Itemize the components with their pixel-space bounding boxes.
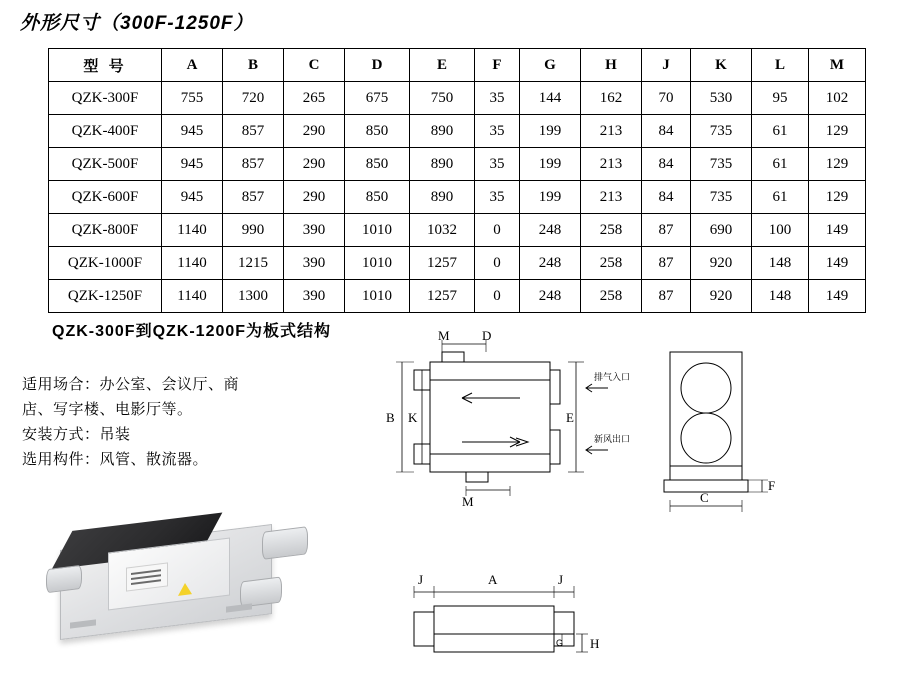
- cell-model: QZK-500F: [49, 148, 162, 181]
- cell-h: 258: [581, 214, 642, 247]
- dim-label-c: C: [700, 490, 709, 505]
- cell-model: QZK-1250F: [49, 280, 162, 313]
- spec-line-application-cont: 店、写字楼、电影厅等。: [22, 401, 193, 418]
- cell-g: 248: [520, 214, 581, 247]
- cell-g: 199: [520, 148, 581, 181]
- cell-k: 690: [691, 214, 752, 247]
- cell-c: 390: [284, 214, 345, 247]
- page-title: 外形尺寸（300F-1250F）: [20, 13, 254, 34]
- cell-j: 84: [642, 148, 691, 181]
- cell-k: 920: [691, 280, 752, 313]
- table-row: [49, 247, 866, 280]
- cell-b: 857: [223, 148, 284, 181]
- cell-h: 213: [581, 115, 642, 148]
- cell-a: 945: [162, 115, 223, 148]
- cell-a: 1140: [162, 247, 223, 280]
- cell-f: 35: [475, 181, 520, 214]
- dim-label-h: H: [590, 636, 600, 651]
- cell-m: 149: [809, 280, 866, 313]
- photo-duct-left: [46, 565, 82, 593]
- column-header-j: J: [642, 49, 691, 82]
- cell-h: 258: [581, 247, 642, 280]
- cell-c: 290: [284, 181, 345, 214]
- drawing-top-view: [370, 330, 640, 520]
- cell-model: QZK-800F: [49, 214, 162, 247]
- cell-a: 1140: [162, 280, 223, 313]
- cell-k: 530: [691, 82, 752, 115]
- dim-label-f: F: [768, 478, 776, 493]
- cell-l: 61: [752, 115, 809, 148]
- cell-f: 0: [475, 280, 520, 313]
- cell-l: 95: [752, 82, 809, 115]
- product-photo: [30, 505, 340, 665]
- cell-d: 1010: [345, 214, 410, 247]
- column-header-c: C: [284, 49, 345, 82]
- cell-d: 850: [345, 115, 410, 148]
- cell-a: 945: [162, 148, 223, 181]
- column-header-d: D: [345, 49, 410, 82]
- cell-e: 1257: [410, 247, 475, 280]
- cell-h: 213: [581, 148, 642, 181]
- cell-b: 857: [223, 115, 284, 148]
- cell-b: 720: [223, 82, 284, 115]
- column-header-model: 型 号: [49, 49, 162, 82]
- cell-j: 87: [642, 214, 691, 247]
- table-row: [49, 148, 866, 181]
- spec-line-components: 选用构件：风管、散流器。: [22, 451, 209, 468]
- label-exhaust-inlet: 排气入口: [594, 372, 631, 382]
- cell-m: 129: [809, 115, 866, 148]
- cell-b: 1215: [223, 247, 284, 280]
- structure-note: QZK-300F到QZK-1200F为板式结构: [52, 323, 332, 340]
- table-row: [49, 181, 866, 214]
- cell-k: 735: [691, 148, 752, 181]
- cell-k: 735: [691, 115, 752, 148]
- cell-a: 755: [162, 82, 223, 115]
- column-header-g: G: [520, 49, 581, 82]
- cell-h: 258: [581, 280, 642, 313]
- cell-j: 70: [642, 82, 691, 115]
- cell-j: 84: [642, 115, 691, 148]
- cell-f: 0: [475, 214, 520, 247]
- column-header-k: K: [691, 49, 752, 82]
- cell-d: 1010: [345, 247, 410, 280]
- cell-m: 129: [809, 181, 866, 214]
- cell-j: 84: [642, 181, 691, 214]
- cell-l: 61: [752, 148, 809, 181]
- cell-l: 148: [752, 247, 809, 280]
- cell-d: 675: [345, 82, 410, 115]
- cell-d: 850: [345, 181, 410, 214]
- cell-k: 920: [691, 247, 752, 280]
- dim-label-e: E: [566, 410, 574, 425]
- warning-triangle-icon: [178, 582, 192, 596]
- column-header-f: F: [475, 49, 520, 82]
- column-header-l: L: [752, 49, 809, 82]
- dim-label-b: B: [386, 410, 395, 425]
- cell-f: 35: [475, 82, 520, 115]
- table-row: [49, 82, 866, 115]
- table-row: [49, 280, 866, 313]
- cell-c: 390: [284, 280, 345, 313]
- cell-d: 850: [345, 148, 410, 181]
- cell-h: 162: [581, 82, 642, 115]
- cell-l: 148: [752, 280, 809, 313]
- cell-e: 890: [410, 115, 475, 148]
- cell-a: 1140: [162, 214, 223, 247]
- cell-e: 1257: [410, 280, 475, 313]
- cell-j: 87: [642, 280, 691, 313]
- dim-label-k: K: [408, 410, 418, 425]
- photo-duct-right-upper: [262, 526, 308, 560]
- cell-m: 102: [809, 82, 866, 115]
- dimensions-table: [48, 48, 866, 313]
- cell-l: 100: [752, 214, 809, 247]
- dim-label-g: G: [556, 638, 564, 648]
- table-row: [49, 214, 866, 247]
- dim-label-j-right: J: [558, 572, 564, 587]
- cell-e: 890: [410, 181, 475, 214]
- cell-e: 890: [410, 148, 475, 181]
- cell-c: 390: [284, 247, 345, 280]
- cell-g: 144: [520, 82, 581, 115]
- cell-e: 1032: [410, 214, 475, 247]
- cell-h: 213: [581, 181, 642, 214]
- cell-model: QZK-600F: [49, 181, 162, 214]
- dim-label-d: D: [482, 330, 492, 343]
- dim-label-m-bottom: M: [462, 494, 474, 509]
- photo-duct-right-lower: [240, 576, 282, 607]
- cell-b: 1300: [223, 280, 284, 313]
- cell-c: 265: [284, 82, 345, 115]
- table-row: [49, 115, 866, 148]
- cell-b: 857: [223, 181, 284, 214]
- cell-g: 248: [520, 280, 581, 313]
- column-header-a: A: [162, 49, 223, 82]
- cell-l: 61: [752, 181, 809, 214]
- drawing-side-view: [650, 330, 780, 520]
- cell-g: 199: [520, 181, 581, 214]
- drawing-front-view: [390, 572, 620, 672]
- cell-k: 735: [691, 181, 752, 214]
- cell-f: 35: [475, 115, 520, 148]
- cell-c: 290: [284, 148, 345, 181]
- column-header-m: M: [809, 49, 866, 82]
- dim-label-m-top: M: [438, 330, 450, 343]
- spec-line-application: 适用场合：办公室、会议厅、商: [22, 376, 240, 393]
- column-header-b: B: [223, 49, 284, 82]
- cell-f: 0: [475, 247, 520, 280]
- dim-label-j-left: J: [418, 572, 424, 587]
- cell-c: 290: [284, 115, 345, 148]
- cell-j: 87: [642, 247, 691, 280]
- table-header-row: [49, 49, 866, 82]
- cell-model: QZK-300F: [49, 82, 162, 115]
- label-fresh-air-outlet: 新风出口: [594, 434, 631, 444]
- cell-m: 149: [809, 214, 866, 247]
- cell-a: 945: [162, 181, 223, 214]
- cell-f: 35: [475, 148, 520, 181]
- spec-line-installation: 安装方式：吊装: [22, 426, 131, 443]
- cell-e: 750: [410, 82, 475, 115]
- column-header-e: E: [410, 49, 475, 82]
- cell-model: QZK-400F: [49, 115, 162, 148]
- cell-m: 149: [809, 247, 866, 280]
- cell-g: 199: [520, 115, 581, 148]
- column-header-h: H: [581, 49, 642, 82]
- cell-d: 1010: [345, 280, 410, 313]
- specification-block: [22, 372, 352, 472]
- cell-g: 248: [520, 247, 581, 280]
- dim-label-a: A: [488, 572, 498, 587]
- cell-m: 129: [809, 148, 866, 181]
- cell-b: 990: [223, 214, 284, 247]
- cell-model: QZK-1000F: [49, 247, 162, 280]
